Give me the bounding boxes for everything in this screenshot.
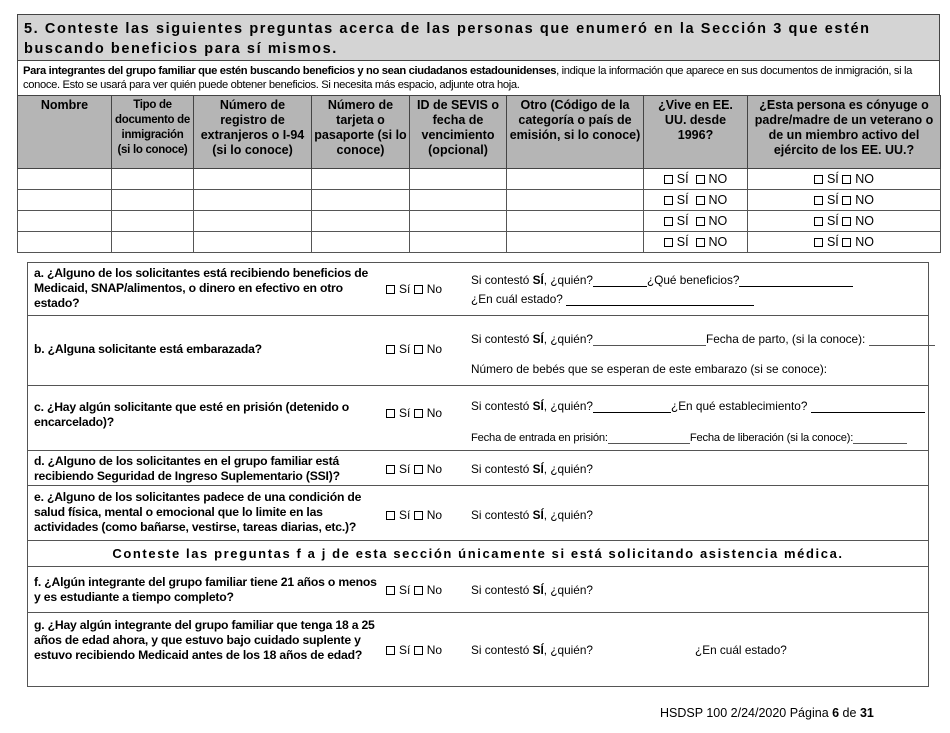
- question-f-text: f. ¿Algún integrante del grupo familiar tiene 21 años o menos y es estudiante a tiempo completo?: [34, 575, 377, 604]
- checkbox-no[interactable]: [414, 465, 423, 474]
- fecha-entrada-field[interactable]: [608, 432, 690, 444]
- col-header-numero-registro: Número de registro de extranjeros o I-94 (si lo conoce): [194, 96, 312, 169]
- cell-input[interactable]: [194, 190, 312, 211]
- no-label: No: [426, 508, 443, 522]
- col-header-tipo-documento: Tipo de documento de inmigración (si lo conoce): [112, 96, 194, 169]
- veterano-choice: [748, 169, 941, 190]
- question-c-line2: Fecha de entrada en prisión: Fecha de liberación (si la conoce):: [471, 432, 907, 444]
- checkbox-no[interactable]: [696, 217, 705, 226]
- si-label: Sí: [399, 583, 411, 597]
- fecha-parto-field[interactable]: [869, 334, 935, 346]
- cell-input[interactable]: [112, 211, 194, 232]
- cell-input[interactable]: [112, 232, 194, 253]
- checkbox-no[interactable]: [696, 196, 705, 205]
- table-row: [18, 190, 941, 211]
- checkbox-si[interactable]: [386, 465, 395, 474]
- intro-bold: Para integrantes del grupo familiar que estén buscando beneficios y no sean ciudadanos estadounidenses: [23, 65, 557, 77]
- no-label: NO: [855, 172, 875, 186]
- fecha-liberacion-field[interactable]: [853, 432, 907, 444]
- no-label: No: [426, 282, 443, 296]
- vive-1996-choice: [644, 169, 748, 190]
- cell-input[interactable]: [112, 190, 194, 211]
- page-number: 6: [832, 706, 840, 720]
- si-label: SÍ: [826, 193, 839, 207]
- question-f-yes-no: [386, 583, 442, 597]
- checkbox-si[interactable]: [386, 646, 395, 655]
- si-label: SÍ: [676, 172, 689, 186]
- no-label: NO: [708, 214, 728, 228]
- si-label: Sí: [399, 342, 411, 356]
- no-label: No: [426, 643, 443, 657]
- checkbox-no[interactable]: [842, 196, 851, 205]
- checkbox-no[interactable]: [696, 238, 705, 247]
- page-footer: [660, 706, 874, 720]
- checkbox-no[interactable]: [696, 175, 705, 184]
- cell-input[interactable]: [410, 190, 507, 211]
- checkbox-no[interactable]: [842, 175, 851, 184]
- table-row: [18, 232, 941, 253]
- checkbox-si[interactable]: [386, 285, 395, 294]
- si-label: Sí: [399, 406, 411, 420]
- question-e-yes-no: [386, 508, 442, 522]
- form-id: HSDSP 100 2/24/2020 Página: [660, 706, 833, 720]
- checkbox-si[interactable]: [664, 217, 673, 226]
- si-label: SÍ: [676, 235, 689, 249]
- si-label: SÍ: [826, 235, 839, 249]
- no-label: No: [426, 342, 443, 356]
- page-de: de: [839, 706, 860, 720]
- question-e-text: e. ¿Alguno de los solicitantes padece de una condición de salud física, mental o emocional que lo limite en las actividades (como bañarse, vestirse, tareas diarias, etc.)?: [34, 490, 362, 534]
- quien-field[interactable]: [593, 334, 706, 346]
- question-d-yes-no: [386, 462, 442, 476]
- section-title: 5. Conteste las siguientes preguntas acerca de las personas que enumeró en la Sección 3 que estén buscando beneficios para sí mismos.: [17, 14, 940, 61]
- veterano-choice: [748, 232, 941, 253]
- col-header-sevis: ID de SEVIS o fecha de vencimiento (opcional): [410, 96, 507, 169]
- cell-input[interactable]: [410, 211, 507, 232]
- checkbox-no[interactable]: [414, 646, 423, 655]
- table-row: [18, 211, 941, 232]
- question-d-text: d. ¿Alguno de los solicitantes en el grupo familiar está recibiendo Seguridad de Ingreso Suplementario (SSI)?: [34, 454, 340, 483]
- cell-input[interactable]: [112, 169, 194, 190]
- question-c-line1: Si contestó SÍ, ¿quién? ¿En qué establecimiento?: [471, 399, 925, 413]
- question-e-line1: Si contestó SÍ, ¿quién?: [471, 508, 593, 522]
- question-d-line1: Si contestó SÍ, ¿quién?: [471, 462, 593, 476]
- question-g-estado: ¿En cuál estado?: [695, 643, 787, 657]
- checkbox-si[interactable]: [386, 511, 395, 520]
- vive-1996-choice: [644, 211, 748, 232]
- cell-input[interactable]: [410, 232, 507, 253]
- veterano-choice: [748, 190, 941, 211]
- question-g: [28, 613, 928, 686]
- question-b-line2: Número de bebés que se esperan de este embarazo (si se conoce):: [471, 362, 828, 376]
- cell-input[interactable]: [507, 169, 644, 190]
- question-f-line1: Si contestó SÍ, ¿quién?: [471, 583, 593, 597]
- cell-input[interactable]: [194, 211, 312, 232]
- si-label: SÍ: [676, 214, 689, 228]
- cell-input[interactable]: [18, 211, 112, 232]
- question-b: [28, 316, 928, 386]
- checkbox-no[interactable]: [414, 586, 423, 595]
- page-total: 31: [859, 706, 874, 720]
- question-b-line1: Si contestó SÍ, ¿quién? Fecha de parto, (si la conoce):: [471, 332, 935, 346]
- veterano-choice: [748, 211, 941, 232]
- question-c-yes-no: [386, 406, 442, 420]
- checkbox-si[interactable]: [386, 345, 395, 354]
- vive-1996-choice: [644, 232, 748, 253]
- si-label: SÍ: [826, 214, 839, 228]
- cell-input[interactable]: [507, 232, 644, 253]
- checkbox-si[interactable]: [664, 238, 673, 247]
- checkbox-si[interactable]: [814, 238, 823, 247]
- checkbox-no[interactable]: [414, 511, 423, 520]
- cell-input[interactable]: [507, 190, 644, 211]
- checkbox-no[interactable]: [414, 409, 423, 418]
- si-label: Sí: [399, 462, 411, 476]
- cell-input[interactable]: [194, 169, 312, 190]
- question-e: [28, 486, 928, 541]
- question-g-line1: Si contestó SÍ, ¿quién?: [471, 643, 593, 657]
- estado-field[interactable]: [566, 294, 754, 306]
- checkbox-si[interactable]: [386, 586, 395, 595]
- no-label: NO: [708, 172, 728, 186]
- question-a-yes-no: [386, 282, 442, 296]
- si-label: SÍ: [676, 193, 689, 207]
- question-c: [28, 386, 928, 451]
- cell-input[interactable]: [18, 169, 112, 190]
- quien-field[interactable]: [593, 401, 671, 413]
- col-header-vive-1996: ¿Vive en EE. UU. desde 1996?: [644, 96, 748, 169]
- si-label: Sí: [399, 643, 411, 657]
- si-label: Sí: [399, 508, 411, 522]
- question-d: [28, 451, 928, 486]
- checkbox-si[interactable]: [814, 175, 823, 184]
- cell-input[interactable]: [18, 232, 112, 253]
- intro-rest: , indique la información que aparece en sus documentos de inmigración, si la conoce. Esto se usará para ver quién puede obtener beneficios. Si necesita más espacio, adjunte otra hoja.: [23, 65, 913, 91]
- no-label: No: [426, 583, 443, 597]
- no-label: NO: [855, 214, 875, 228]
- col-header-otro: Otro (Código de la categoría o país de emisión, si lo conoce): [507, 96, 644, 169]
- question-g-yes-no: [386, 643, 442, 657]
- col-header-numero-tarjeta: Número de tarjeta o pasaporte (si lo conoce): [312, 96, 410, 169]
- immigration-table: [17, 95, 941, 253]
- no-label: NO: [708, 193, 728, 207]
- cell-input[interactable]: [312, 169, 410, 190]
- cell-input[interactable]: [410, 169, 507, 190]
- no-label: NO: [855, 235, 875, 249]
- cell-input[interactable]: [18, 190, 112, 211]
- question-f: [28, 567, 928, 613]
- col-header-veterano: ¿Esta persona es cónyuge o padre/madre de un veterano o de un miembro activo del ejército de los EE. UU.?: [748, 96, 941, 169]
- checkbox-no[interactable]: [842, 238, 851, 247]
- medical-assistance-note: Conteste las preguntas f a j de esta sección únicamente si está solicitando asistencia médica.: [28, 541, 928, 567]
- col-header-nombre: Nombre: [18, 96, 112, 169]
- checkbox-si[interactable]: [814, 196, 823, 205]
- establecimiento-field[interactable]: [811, 401, 925, 413]
- cell-input[interactable]: [312, 190, 410, 211]
- question-b-text: b. ¿Alguna solicitante está embarazada?: [34, 342, 262, 356]
- question-c-text: c. ¿Hay algún solicitante que esté en prisión (detenido o encarcelado)?: [34, 400, 350, 429]
- checkbox-si[interactable]: [814, 217, 823, 226]
- cell-input[interactable]: [312, 232, 410, 253]
- si-label: SÍ: [826, 172, 839, 186]
- question-a-line2: ¿En cuál estado?: [471, 292, 754, 306]
- checkbox-no[interactable]: [414, 345, 423, 354]
- question-a: [28, 263, 928, 316]
- intro-text: [17, 61, 940, 95]
- checkbox-si[interactable]: [664, 196, 673, 205]
- no-label: No: [426, 462, 443, 476]
- no-label: NO: [855, 193, 875, 207]
- question-g-text: g. ¿Hay algún integrante del grupo familiar que tenga 18 a 25 años de edad ahora, y que estuvo bajo cuidado suplente y estuvo recibiendo Medicaid antes de los 18 años de edad?: [34, 618, 375, 662]
- checkbox-no[interactable]: [414, 285, 423, 294]
- vive-1996-choice: [644, 190, 748, 211]
- cell-input[interactable]: [312, 211, 410, 232]
- quien-field[interactable]: [593, 275, 647, 287]
- si-label: Sí: [399, 282, 411, 296]
- question-a-line1: Si contestó SÍ, ¿quién? ¿Qué beneficios?: [471, 273, 853, 287]
- cell-input[interactable]: [194, 232, 312, 253]
- checkbox-si[interactable]: [386, 409, 395, 418]
- no-label: NO: [708, 235, 728, 249]
- checkbox-no[interactable]: [842, 217, 851, 226]
- questions-box: [27, 262, 929, 687]
- checkbox-si[interactable]: [664, 175, 673, 184]
- no-label: No: [426, 406, 443, 420]
- table-row: [18, 169, 941, 190]
- question-b-yes-no: [386, 342, 442, 356]
- question-a-text: a. ¿Alguno de los solicitantes está recibiendo beneficios de Medicaid, SNAP/alimentos, o dinero en efectivo en otro estado?: [34, 266, 369, 310]
- cell-input[interactable]: [507, 211, 644, 232]
- beneficios-field[interactable]: [739, 275, 853, 287]
